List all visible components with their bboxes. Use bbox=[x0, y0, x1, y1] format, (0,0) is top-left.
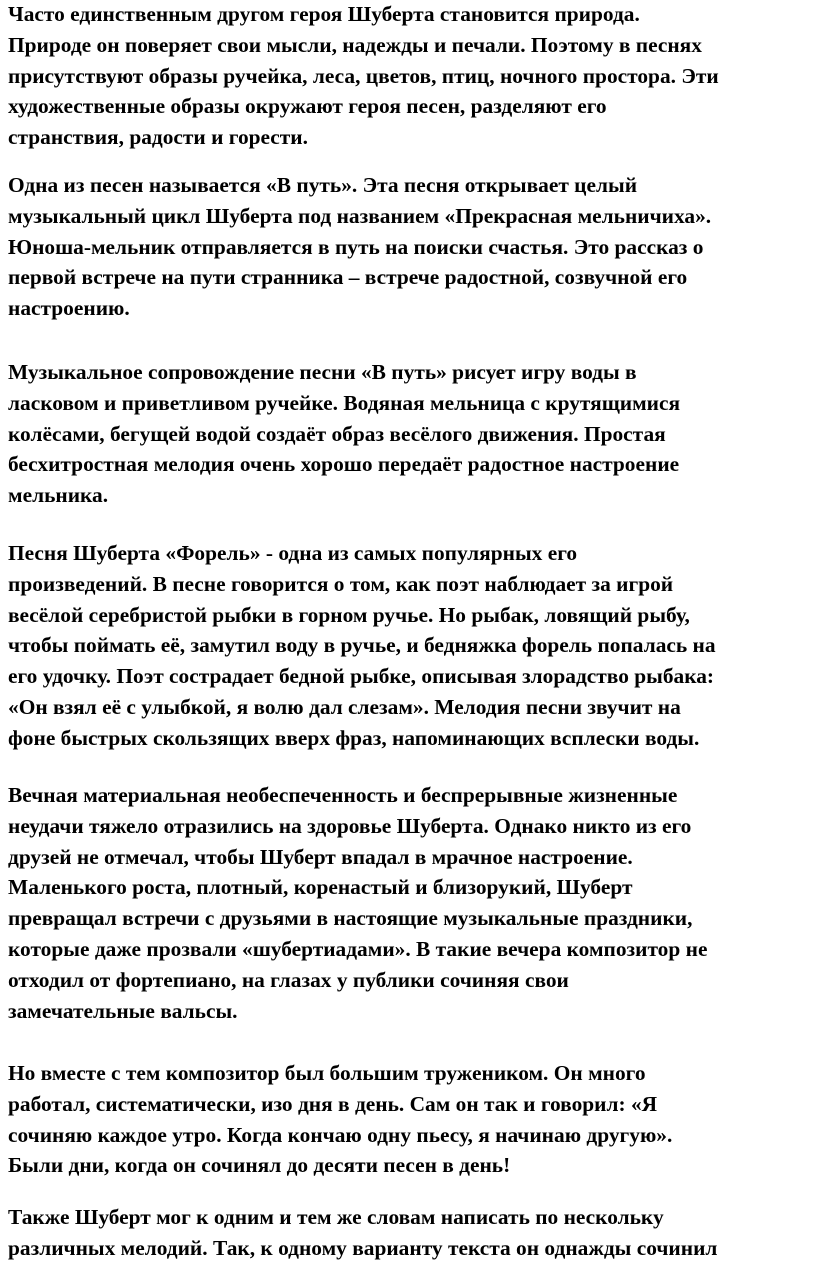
text-line: ласковом и приветливом ручейке. Водяная мельница с крутящимися bbox=[8, 390, 681, 415]
text-line: сочиняю каждое утро. Когда кончаю одну пьесу, я начинаю другую». bbox=[8, 1122, 673, 1147]
paragraph-forel bbox=[8, 538, 716, 754]
text-line: чтобы поймать её, замутил воду в ручье, и бедняжка форель попалась на bbox=[8, 633, 716, 658]
text-line: его удочку. Поэт сострадает бедной рыбке, описывая злорадство рыбака: bbox=[8, 664, 715, 689]
paragraph-accompaniment bbox=[8, 357, 680, 511]
paragraph-v-put bbox=[8, 170, 711, 324]
text-line: превращал встречи с друзьями в настоящие музыкальные праздники, bbox=[8, 906, 693, 931]
text-line: весёлой серебристой рыбки в горном ручье. Но рыбак, ловящий рыбу, bbox=[8, 602, 690, 627]
text-line: друзей не отмечал, чтобы Шуберт впадал в мрачное настроение. bbox=[8, 844, 633, 869]
text-line: Песня Шуберта «Форель» - одна из самых популярных его bbox=[8, 541, 578, 565]
text-line: Вечная материальная необеспеченность и беспрерывные жизненные bbox=[8, 783, 678, 807]
text-line: различных мелодий. Так, к одному варианту текста он однажды сочинил bbox=[8, 1235, 718, 1260]
text-line: работал, систематически, изо дня в день. Сам он так и говорил: «Я bbox=[8, 1091, 658, 1116]
text-line: Природе он поверяет свои мысли, надежды и печали. Поэтому в песнях bbox=[8, 32, 702, 57]
text-line: Часто единственным другом героя Шуберта становится природа. bbox=[8, 2, 640, 26]
text-line: присутствуют образы ручейка, леса, цветов, птиц, ночного простора. Эти bbox=[8, 63, 719, 88]
text-line: колёсами, бегущей водой создаёт образ весёлого движения. Простая bbox=[8, 421, 666, 446]
text-line: Маленького роста, плотный, коренастый и близорукий, Шуберт bbox=[8, 875, 633, 900]
text-line: Также Шуберт мог к одним и тем же словам написать по нескольку bbox=[8, 1205, 664, 1229]
paragraph-melodies bbox=[8, 1202, 717, 1264]
text-line: фоне быстрых скользящих вверх фраз, напоминающих всплески воды. bbox=[8, 725, 700, 750]
text-line: Были дни, когда он сочинял до десяти песен в день! bbox=[8, 1153, 511, 1178]
paragraph-hard-worker bbox=[8, 1058, 672, 1181]
text-line: первой встрече на пути странника – встрече радостной, созвучной его bbox=[8, 265, 688, 290]
text-line: мельника. bbox=[8, 483, 109, 508]
text-line: произведений. В песне говорится о том, как поэт наблюдает за игрой bbox=[8, 571, 674, 596]
text-line: Музыкальное сопровождение песни «В путь» рисует игру воды в bbox=[8, 360, 637, 384]
text-line: художественные образы окружают героя песен, разделяют его bbox=[8, 94, 607, 119]
text-line: Одна из песен называется «В путь». Эта песня открывает целый bbox=[8, 173, 638, 197]
text-line: замечательные вальсы. bbox=[8, 998, 238, 1023]
paragraph-nature bbox=[8, 0, 719, 153]
text-line: странствия, радости и горести. bbox=[8, 125, 308, 150]
text-line: бесхитростная мелодия очень хорошо передаёт радостное настроение bbox=[8, 452, 680, 477]
text-line: отходил от фортепиано, на глазах у публики сочиняя свои bbox=[8, 967, 569, 992]
paragraph-health bbox=[8, 780, 707, 1026]
text-line: настроению. bbox=[8, 296, 130, 321]
text-line: неудачи тяжело отразились на здоровье Шуберта. Однако никто из его bbox=[8, 813, 692, 838]
text-line: музыкальный цикл Шуберта под названием «Прекрасная мельничиха». bbox=[8, 203, 712, 228]
text-line: Но вместе с тем композитор был большим тружеником. Он много bbox=[8, 1061, 646, 1085]
text-line: которые даже прозвали «шубертиадами». В такие вечера композитор не bbox=[8, 936, 708, 961]
text-line: «Он взял её с улыбкой, я волю дал слезам». Мелодия песни звучит на bbox=[8, 694, 681, 719]
text-line: Юноша-мельник отправляется в путь на поиски счастья. Это рассказ о bbox=[8, 234, 704, 259]
